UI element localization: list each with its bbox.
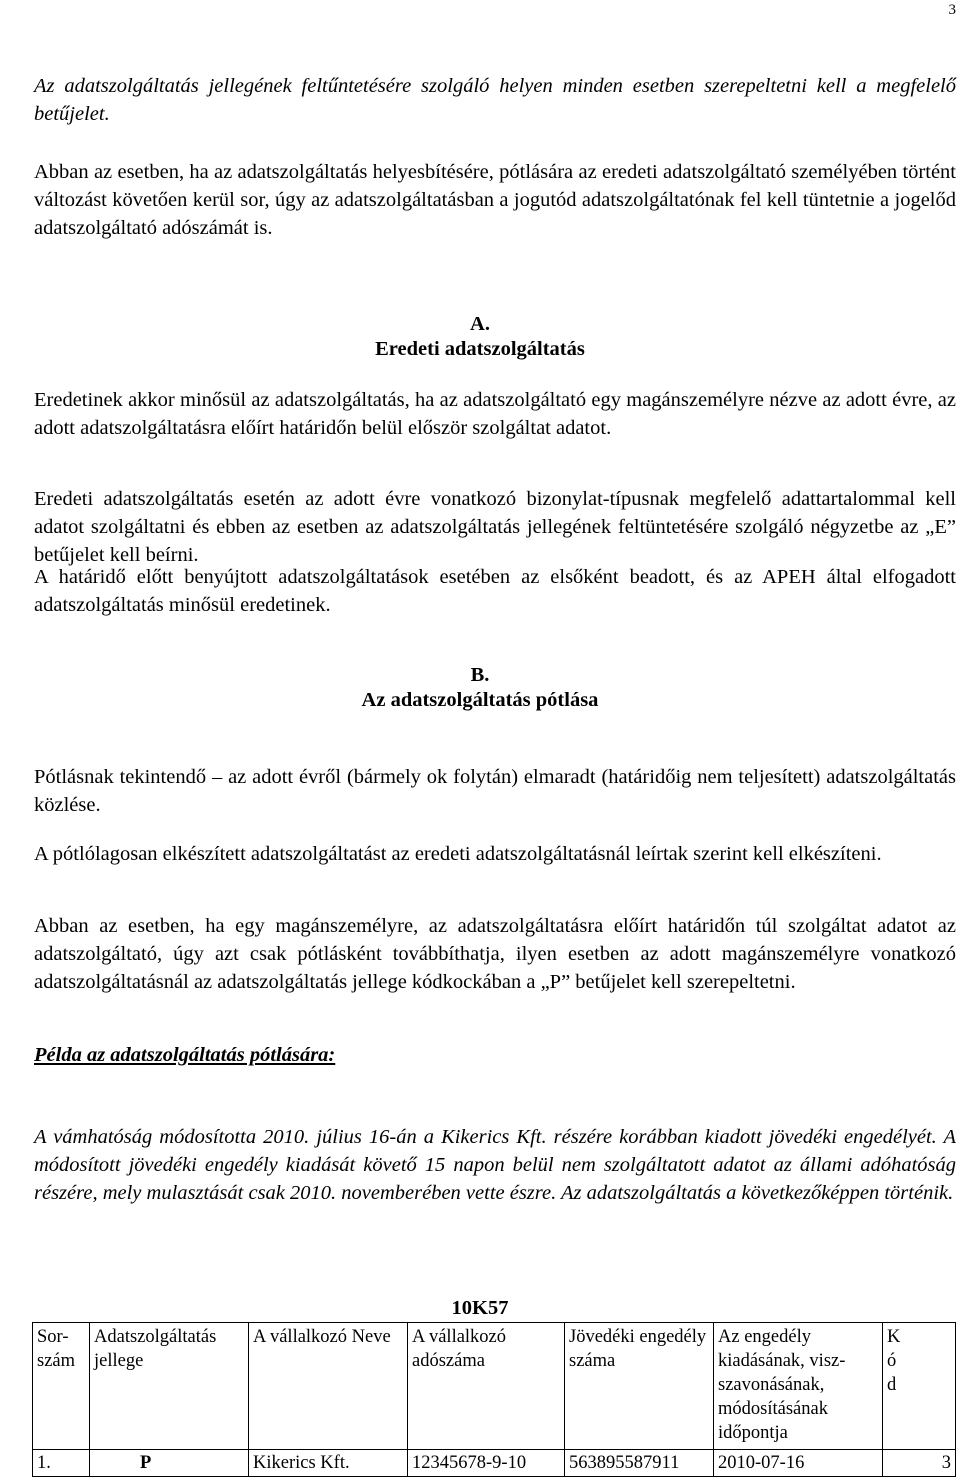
cell-nev: Kikerics Kft. <box>249 1450 408 1477</box>
data-table <box>32 1322 956 1477</box>
intro-paragraph: Abban az esetben, ha az adatszolgáltatás helyesbítésére, pótlására az eredeti adatszolgáltató személyében történt változást követően kerül sor, úgy az adatszolgáltatásban a jogutód adatszolgáltatónak fel kell tüntetnie a jogelőd adatszolgáltató adószámát is. <box>34 161 956 239</box>
section-a-paragraph-1: Eredetinek akkor minősül az adatszolgáltatás, ha az adatszolgáltató egy magánszemélyre nézve az adott évre, az adott adatszolgáltatásra előírt határidőn belül először szolgáltat adatot. <box>34 389 956 439</box>
section-b-title: Az adatszolgáltatás pótlása <box>361 689 599 711</box>
page-number: 3 <box>948 2 956 18</box>
section-a-paragraph-2: Eredeti adatszolgáltatás esetén az adott évre vonatkozó bizonylat-típusnak megfelelő adattartalommal kell adatot szolgáltatni és ebben az esetben az adatszolgáltatás jellegének feltüntetésére szolgáló négyzetbe az „E” betűjelet kell beírni. <box>34 488 956 566</box>
header-cell-engedely-szam: Jövedéki engedély száma <box>565 1323 714 1450</box>
section-b-paragraph-2: A pótlólagosan elkészített adatszolgáltatást az eredeti adatszolgáltatásnál leírtak szerint kell elkészíteni. <box>34 843 882 865</box>
header-cell-adoszam: A vállalkozó adószáma <box>408 1323 565 1450</box>
section-b-paragraph-3: Abban az esetben, ha egy magánszemélyre, az adatszolgáltatásra előírt határidőn túl szolgáltat adatot az adatszolgáltató, úgy azt csak pótlásként továbbíthatja, ilyen esetben az adott magánszemélyre vonatkozó adatszolgáltatásnál az adatszolgáltatás jellege kódkockában a „P” betűjelet kell szerepeltetni. <box>34 915 956 993</box>
table-header-row <box>33 1323 956 1450</box>
cell-adoszam: 12345678-9-10 <box>408 1450 565 1477</box>
header-cell-nev: A vállalkozó Neve <box>249 1323 408 1450</box>
intro-italic-note: Az adatszolgáltatás jellegének feltűntetésére szolgáló helyen minden esetben szerepeltetni kell a megfelelő betűjelet. <box>34 75 956 125</box>
section-a-title: Eredeti adatszolgáltatás <box>375 338 585 360</box>
cell-sorszam: 1. <box>33 1450 90 1477</box>
header-cell-sorszam: Sor- szám <box>33 1323 90 1450</box>
cell-idopont: 2010-07-16 <box>714 1450 883 1477</box>
table-row <box>33 1450 956 1477</box>
example-text: A vámhatóság módosította 2010. július 16-án a Kikerics Kft. részére korábban kiadott jövedéki engedélyét. A módosított jövedéki engedély kiadását követő 15 napon belül nem szolgáltatott adatot az állami adóhatóság részére, mely mulasztását csak 2010. novemberében vette észre. Az adatszolgáltatás a következőképpen történik. <box>34 1126 956 1204</box>
cell-jelleg: P <box>90 1450 249 1477</box>
cell-engedely-szam: 563895587911 <box>565 1450 714 1477</box>
example-heading: Példa az adatszolgáltatás pótlására: <box>34 1044 336 1066</box>
section-a-letter: A. <box>470 313 490 335</box>
section-a-paragraph-3: A határidő előtt benyújtott adatszolgáltatások esetében az elsőként beadott, és az APEH által elfogadott adatszolgáltatás minősül eredetinek. <box>34 566 956 616</box>
table-title: 10K57 <box>451 1297 509 1319</box>
header-cell-jelleg: Adatszolgáltatás jellege <box>90 1323 249 1450</box>
section-b-letter: B. <box>470 664 490 686</box>
header-cell-idopont: Az engedély kiadásának, visz-szavonásának, módosításának időpontja <box>714 1323 883 1450</box>
section-b-paragraph-1: Pótlásnak tekintendő – az adott évről (bármely ok folytán) elmaradt (határidőig nem teljesített) adatszolgáltatás közlése. <box>34 766 956 816</box>
header-cell-kod: K ó d <box>883 1323 956 1450</box>
cell-kod: 3 <box>883 1450 956 1477</box>
